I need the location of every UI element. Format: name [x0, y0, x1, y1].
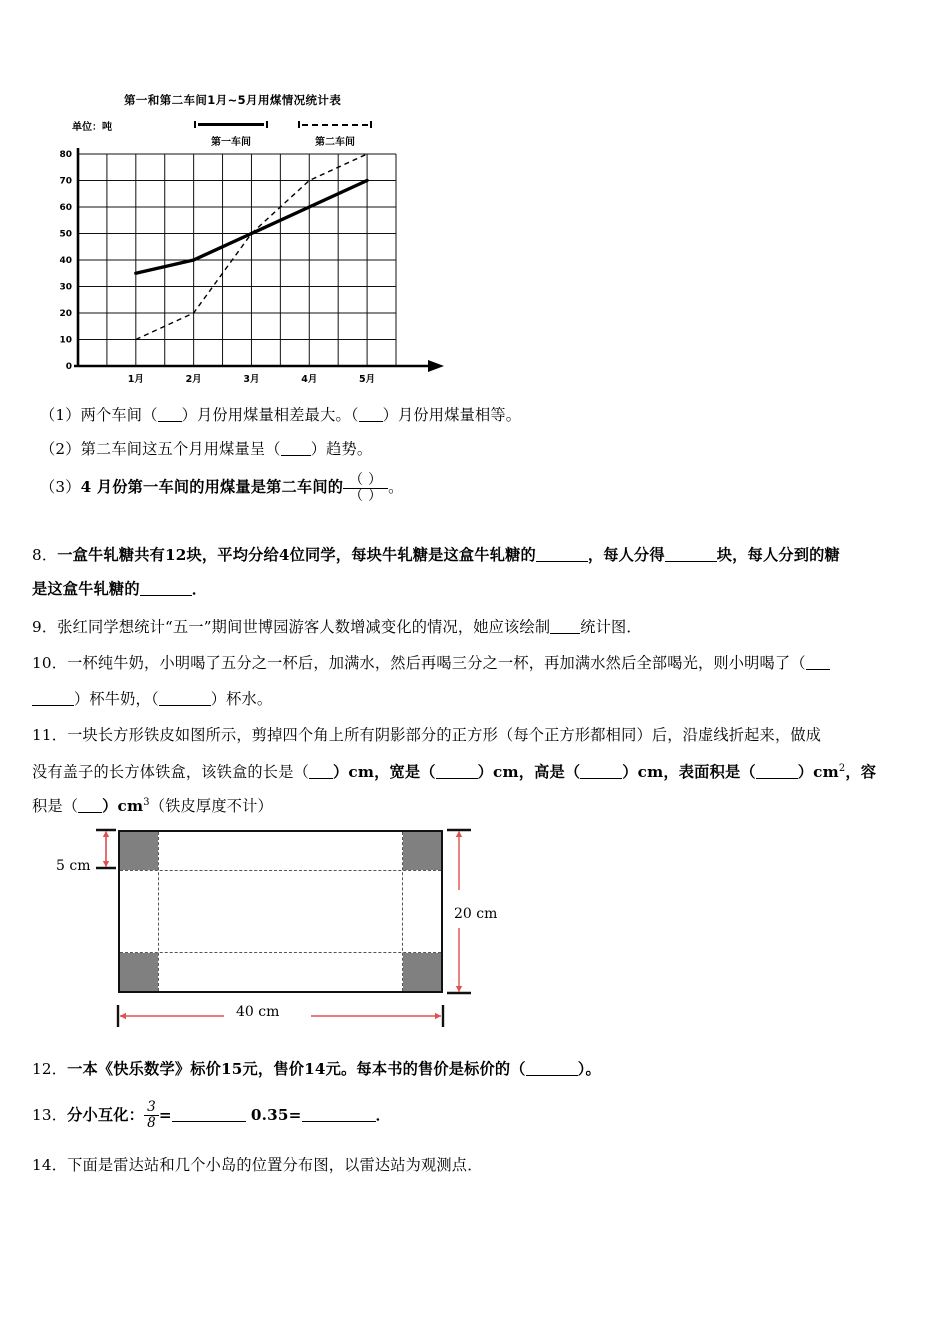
q10-blank-2[interactable] — [159, 705, 211, 706]
question-14-number: 14． — [32, 1156, 68, 1174]
question-10-number: 10． — [32, 654, 68, 672]
question-7-part-1 — [40, 398, 660, 432]
legend-item-first-workshop — [194, 120, 268, 148]
q7-sub3-suffix: 。 — [388, 478, 404, 496]
question-7-part-3 — [40, 470, 660, 504]
q10-text-line1: 一杯纯牛奶，小明喝了五分之一杯后，加满水，然后再喝三分之一杯，再加满水然后全部喝光，则小明喝了（ — [67, 654, 806, 672]
question-11-line-1 — [32, 718, 932, 752]
q8-blank-3[interactable] — [140, 595, 192, 596]
question-8-number: 8． — [32, 546, 58, 564]
legend-key-solid-line — [194, 120, 268, 130]
question-12-number: 12． — [32, 1060, 68, 1078]
q9-blank[interactable] — [550, 633, 580, 634]
q11-text-e: ）cm — [797, 763, 839, 782]
q7-sub1-text-a: （1）两个车间（ — [40, 406, 158, 424]
q11-blank-volume[interactable] — [78, 812, 102, 813]
svg-text:2月: 2月 — [185, 374, 202, 385]
q8-text-e: 位同学，每块牛轧糖是这盒牛轧糖的 — [289, 546, 536, 564]
q8-blank-1[interactable] — [536, 561, 588, 562]
q10-text-line2-a: ）杯牛奶，（ — [74, 690, 159, 708]
q8-blank-2[interactable] — [665, 561, 717, 562]
q11-text-line3-c: （铁皮厚度不计） — [149, 797, 273, 816]
question-13 — [32, 1098, 932, 1132]
chart-unit-label: 单位：吨 — [72, 122, 112, 133]
corner-square-top-left — [120, 832, 158, 870]
dimension-label-width: 40 cm — [236, 1004, 280, 1020]
q8-text-line2: 是这盒牛轧糖的 — [32, 580, 140, 598]
q11-superscript-2: 2 — [838, 763, 846, 774]
q12-sale-price: 14 — [304, 1060, 326, 1078]
question-12 — [32, 1052, 932, 1086]
q11-text-line3-b: ）cm — [102, 797, 144, 816]
q7-sub3-fraction — [343, 473, 388, 503]
fold-line-top — [120, 870, 441, 871]
svg-text:30: 30 — [59, 282, 72, 293]
q9-text-a: 张红同学想统计“五一”期间世博园游客人数增减变化的情况，她应该绘制 — [57, 618, 551, 636]
q11-text-c: ）cm，高是（ — [477, 763, 581, 782]
question-13-number: 13． — [32, 1106, 68, 1124]
chart-plot-area — [56, 148, 456, 392]
q11-blank-width[interactable] — [436, 778, 478, 779]
q10-blank-1a[interactable] — [806, 669, 830, 670]
q13-blank-2[interactable] — [302, 1121, 376, 1122]
q11-blank-surface-area[interactable] — [756, 778, 798, 779]
svg-text:3月: 3月 — [243, 374, 260, 385]
q7-sub2-blank[interactable] — [281, 455, 311, 456]
q13-text-a: 分小互化： — [67, 1106, 145, 1124]
q11-text-b: ）cm，宽是（ — [332, 763, 436, 782]
legend-label-second-workshop: 第二车间 — [315, 137, 355, 148]
svg-text:4月: 4月 — [301, 374, 318, 385]
q14-text: 下面是雷达站和几个小岛的位置分布图，以雷达站为观测点． — [67, 1156, 483, 1174]
coal-usage-line-chart — [56, 92, 456, 392]
q8-value-students: 4 — [278, 546, 290, 564]
q8-text-f: ，每人分得 — [587, 546, 665, 564]
q11-text-f: ，容 — [845, 763, 877, 782]
q11-blank-length[interactable] — [309, 778, 333, 779]
metal-sheet-rectangle — [118, 830, 443, 993]
q11-text-line1: 一块长方形铁皮如图所示，剪掉四个角上所有阴影部分的正方形（每个正方形都相同）后，沿虚线折起来，做成 — [67, 726, 822, 744]
dimension-label-height: 20 cm — [454, 906, 498, 922]
sheet-metal-diagram — [56, 818, 526, 1050]
svg-text:40: 40 — [59, 256, 72, 266]
q12-text-c: 元，售价 — [242, 1060, 305, 1078]
q13-decimal-equals: 0.35= — [250, 1106, 302, 1124]
q8-value-total: 12 — [164, 546, 187, 564]
q12-text-e: 元。每本书的售价是标价的（ — [325, 1060, 526, 1078]
q7-sub3-text: 4 月份第一车间的用煤量是第二车间的 — [80, 478, 344, 496]
q12-text-a: 一本《快乐数学》标价 — [67, 1060, 221, 1078]
question-7-part-2 — [40, 432, 660, 466]
q13-fraction — [144, 1100, 159, 1131]
chart-title: 第一和第二车间1月~5月用煤情况统计表 — [124, 93, 342, 107]
svg-text:0: 0 — [65, 362, 72, 372]
legend-item-second-workshop — [298, 120, 372, 148]
question-8-line-1 — [32, 538, 922, 572]
q11-text-d: ）cm，表面积是（ — [622, 763, 756, 782]
question-11-number: 11． — [32, 726, 68, 744]
q13-fraction-denominator: 8 — [147, 1115, 156, 1131]
fold-line-left — [158, 832, 159, 991]
question-9-number: 9． — [32, 618, 58, 636]
question-11-line-2 — [32, 752, 932, 789]
q12-text-f: ）。 — [577, 1060, 601, 1078]
q8-text-c: 块，平均分给 — [186, 546, 279, 564]
svg-text:60: 60 — [59, 203, 72, 213]
q7-sub3-fraction-denominator[interactable]: （ ） — [349, 488, 383, 504]
dimension-label-corner: 5 cm — [56, 858, 91, 874]
q11-text-line3-a: 积是（ — [32, 797, 79, 816]
svg-text:50: 50 — [59, 229, 72, 240]
q7-sub1-text-c: ）月份用煤量相等。 — [382, 406, 522, 424]
q10-text-line2-b: ）杯水。 — [210, 690, 273, 708]
fold-line-bottom — [120, 952, 441, 953]
q12-list-price: 15 — [221, 1060, 243, 1078]
q13-blank-1[interactable] — [172, 1121, 246, 1122]
corner-square-top-right — [403, 832, 441, 870]
fold-line-right — [402, 832, 403, 991]
q7-sub2-text-a: （2）第二车间这五个月用煤量呈（ — [40, 440, 281, 458]
q13-equals-1: = — [158, 1106, 172, 1124]
svg-text:80: 80 — [59, 150, 72, 160]
question-14 — [32, 1148, 932, 1182]
svg-text:1月: 1月 — [127, 374, 144, 385]
question-9 — [32, 610, 922, 644]
q7-sub3-fraction-numerator[interactable]: （ ） — [343, 473, 388, 489]
q13-fraction-numerator: 3 — [144, 1100, 159, 1116]
q9-text-b: 统计图． — [580, 618, 642, 636]
q12-blank[interactable] — [526, 1075, 578, 1076]
question-10-line-2 — [32, 682, 932, 716]
q8-text-a: 一盒牛轧糖共有 — [57, 546, 165, 564]
q7-sub2-text-b: ）趋势。 — [310, 440, 373, 458]
q7-sub1-blank-2[interactable] — [359, 421, 383, 422]
corner-square-bottom-right — [403, 953, 441, 991]
q11-superscript-3: 3 — [143, 797, 150, 808]
question-10-line-1 — [32, 646, 932, 680]
q7-sub3-prefix: （3） — [40, 478, 81, 496]
svg-text:10: 10 — [59, 335, 72, 346]
q8-period: ． — [191, 580, 208, 598]
legend-label-first-workshop: 第一车间 — [211, 137, 251, 148]
q8-text-g: 块，每人分到的糖 — [716, 546, 840, 564]
svg-text:20: 20 — [59, 309, 72, 319]
q11-text-a: 没有盖子的长方体铁盒，该铁盒的长是（ — [32, 763, 309, 782]
q13-period: ． — [375, 1106, 391, 1124]
q7-sub1-text-b: ）月份用煤量相差最大。（ — [181, 406, 359, 424]
q10-blank-1b[interactable] — [32, 705, 74, 706]
svg-text:70: 70 — [59, 176, 72, 187]
q7-sub1-blank-1[interactable] — [158, 421, 182, 422]
legend-key-dashed-line — [298, 120, 372, 130]
corner-square-bottom-left — [120, 953, 158, 991]
question-8-line-2 — [32, 572, 922, 606]
q11-blank-height[interactable] — [580, 778, 622, 779]
svg-text:5月: 5月 — [359, 374, 376, 385]
